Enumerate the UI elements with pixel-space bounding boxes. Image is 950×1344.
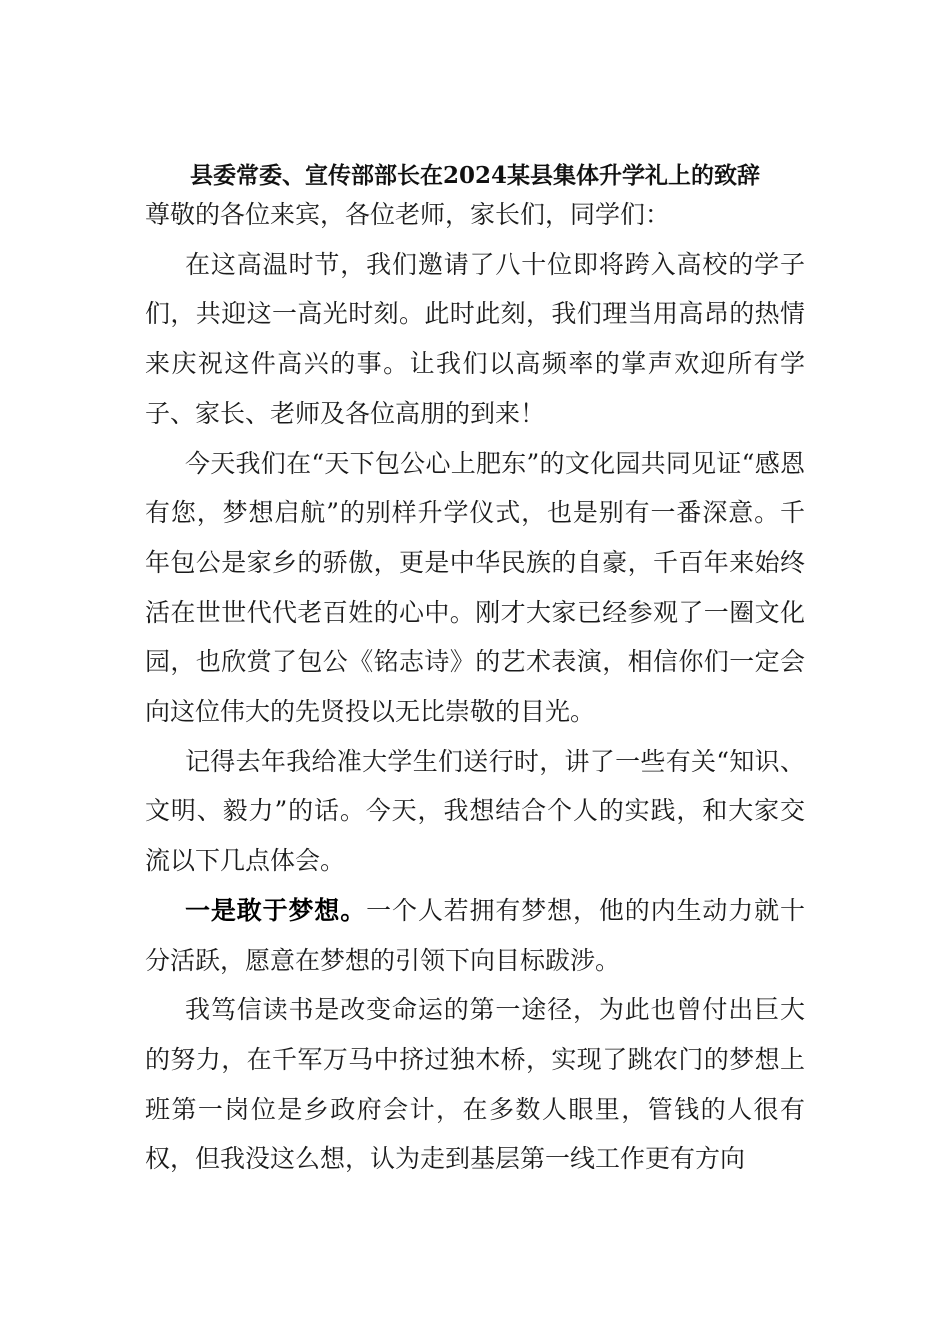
point-one-heading: 一是敢于梦想。 [185,895,367,925]
paragraph-last-year: 记得去年我给准大学生们送行时，讲了一些有关“知识、文明、毅力”的话。今天，我想结合个人的实践，和大家交流以下几点体会。 [145,746,805,876]
paragraph-culture-park: 今天我们在“天下包公心上肥东”的文化园共同见证“感恩有您，梦想启航”的别样升学仪式，也是别有一番深意。千年包公是家乡的骄傲，更是中华民族的自豪，千百年来始终活在世世代代老百姓的心中。刚才大家已经参观了一圈文化园，也欣赏了包公《铭志诗》的艺术表演，相信你们一定会向这位伟大的先贤投以无比崇敬的目光。 [145,448,805,727]
salutation: 尊敬的各位来宾，各位老师，家长们，同学们： [145,200,671,229]
document-body [145,190,805,1184]
point-one-text: 一个人若拥有梦想，他的内生动力就十分活跃，愿意在梦想的引领下向目标跋涉。 [145,895,805,975]
paragraph-opening: 在这高温时节，我们邀请了八十位即将跨入高校的学子们，共迎这一高光时刻。此时此刻，我们理当用高昂的热情来庆祝这件高兴的事。让我们以高频率的掌声欢迎所有学子、家长、老师及各位高朋的到来！ [145,249,805,428]
paragraph-point-one [145,886,805,985]
document-title: 县委常委、宣传部部长在2024某县集体升学礼上的致辞 [189,162,760,189]
paragraph-reading: 我笃信读书是改变命运的第一途径，为此也曾付出巨大的努力，在千军万马中挤过独木桥，实现了跳农门的梦想上班第一岗位是乡政府会计，在多数人眼里，管钱的人很有权，但我没这么想，认为走到基层第一线工作更有方向 [145,995,805,1174]
